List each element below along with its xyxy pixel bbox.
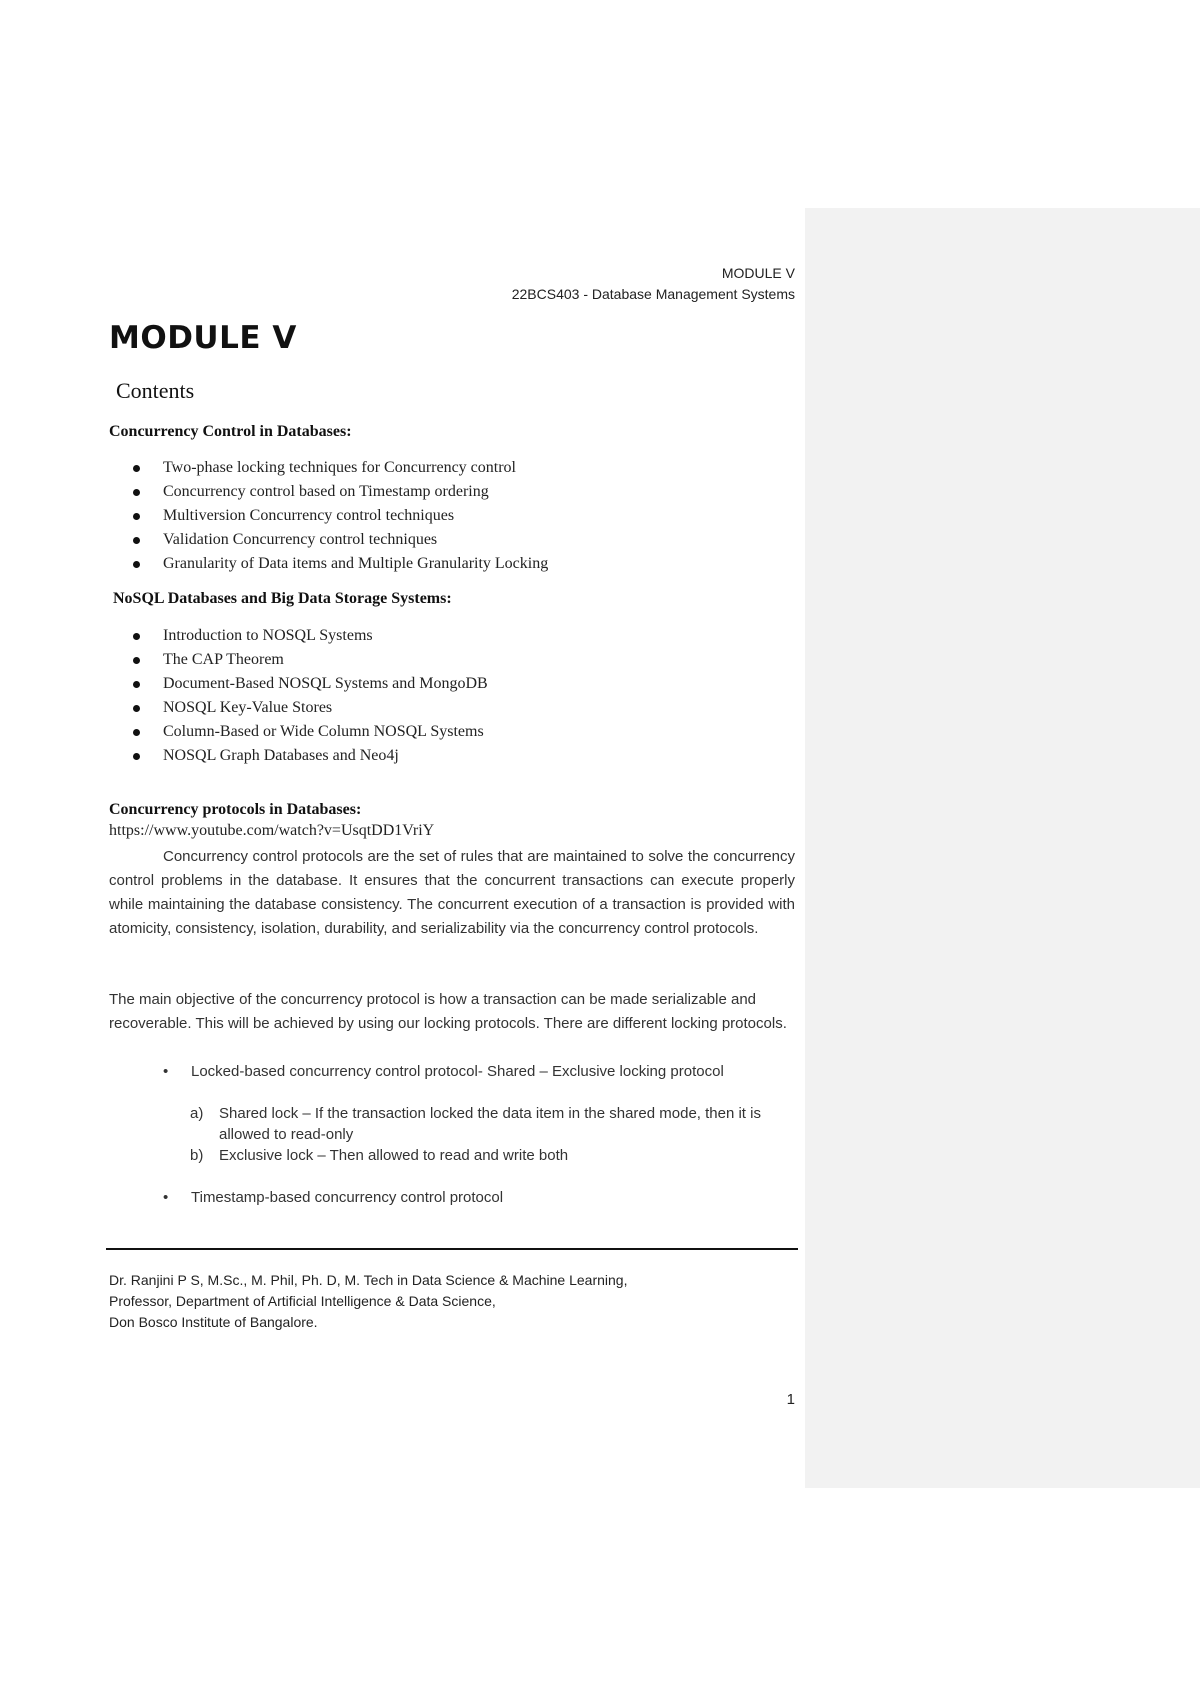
sub-item-marker: b) xyxy=(190,1147,204,1164)
list-item: Column-Based or Wide Column NOSQL Systems xyxy=(125,720,488,744)
list-item: The CAP Theorem xyxy=(125,648,488,672)
bullet-dot: • xyxy=(163,1189,169,1206)
footer-department: Professor, Department of Artificial Intelligence & Data Science, xyxy=(109,1293,496,1309)
footer-institute: Don Bosco Institute of Bangalore. xyxy=(109,1314,318,1330)
list-item: Granularity of Data items and Multiple Granularity Locking xyxy=(125,552,548,576)
document-title: MODULE V xyxy=(109,320,297,356)
footer-divider xyxy=(106,1248,798,1250)
sub-item-marker: a) xyxy=(190,1105,204,1122)
list-item: Concurrency control based on Timestamp ordering xyxy=(125,480,548,504)
bullet-timestamp-text: Timestamp-based concurrency control protocol xyxy=(191,1189,504,1206)
page-number: 1 xyxy=(786,1391,795,1408)
page-header xyxy=(512,263,795,305)
contents-heading: Contents xyxy=(116,378,195,403)
header-course: 22BCS403 - Database Management Systems xyxy=(511,286,795,302)
section-heading-concurrency-protocols: Concurrency protocols in Databases: xyxy=(109,801,362,818)
list-item: Multiversion Concurrency control techniques xyxy=(125,504,548,528)
bullet-lock-based-protocol xyxy=(163,1061,795,1082)
exclusive-lock-text: Exclusive lock – Then allowed to read and write both xyxy=(219,1147,569,1164)
paragraph-protocols-intro: Concurrency control protocols are the set of rules that are maintained to solve the concurrency control problems in the database. It ensures that the concurrent transactions can execute properly while maintaining the database consistency. The concurrent execution of a transaction is provided with atomicity, consistency, isolation, durability, and serializability via the concurrency control protocols. xyxy=(109,848,795,937)
section-heading-concurrency-control: Concurrency Control in Databases: xyxy=(109,423,352,440)
bullet-timestamp-protocol xyxy=(163,1187,795,1208)
concurrency-topics-list xyxy=(125,456,548,576)
list-item: NOSQL Graph Databases and Neo4j xyxy=(125,744,488,768)
list-item: NOSQL Key-Value Stores xyxy=(125,696,488,720)
page-footer xyxy=(109,1270,628,1333)
sub-item-exclusive-lock xyxy=(190,1145,795,1166)
nosql-topics-list xyxy=(125,624,488,768)
list-item: Two-phase locking techniques for Concurrency control xyxy=(125,456,548,480)
header-module: MODULE V xyxy=(721,265,795,281)
list-item: Introduction to NOSQL Systems xyxy=(125,624,488,648)
bullet-dot: • xyxy=(163,1063,169,1080)
shared-lock-text: Shared lock – If the transaction locked the data item in the shared mode, then it is allowed to read-only xyxy=(219,1105,761,1143)
list-item: Document-Based NOSQL Systems and MongoDB xyxy=(125,672,488,696)
comment-margin-pane xyxy=(805,208,1200,1488)
paragraph-protocols-objective: The main objective of the concurrency protocol is how a transaction can be made serializable and recoverable. This will be achieved by using our locking protocols. There are different locking protocols. xyxy=(109,991,787,1032)
list-item: Validation Concurrency control techniques xyxy=(125,528,548,552)
section-heading-nosql: NoSQL Databases and Big Data Storage Systems: xyxy=(113,590,452,607)
bullet-lock-based-text: Locked-based concurrency control protocol- Shared – Exclusive locking protocol xyxy=(191,1063,724,1080)
youtube-link[interactable]: https://www.youtube.com/watch?v=UsqtDD1VriY xyxy=(109,822,435,839)
footer-author: Dr. Ranjini P S, M.Sc., M. Phil, Ph. D, M. Tech in Data Science & Machine Learning, xyxy=(109,1272,628,1288)
sub-item-shared-lock xyxy=(190,1103,795,1145)
